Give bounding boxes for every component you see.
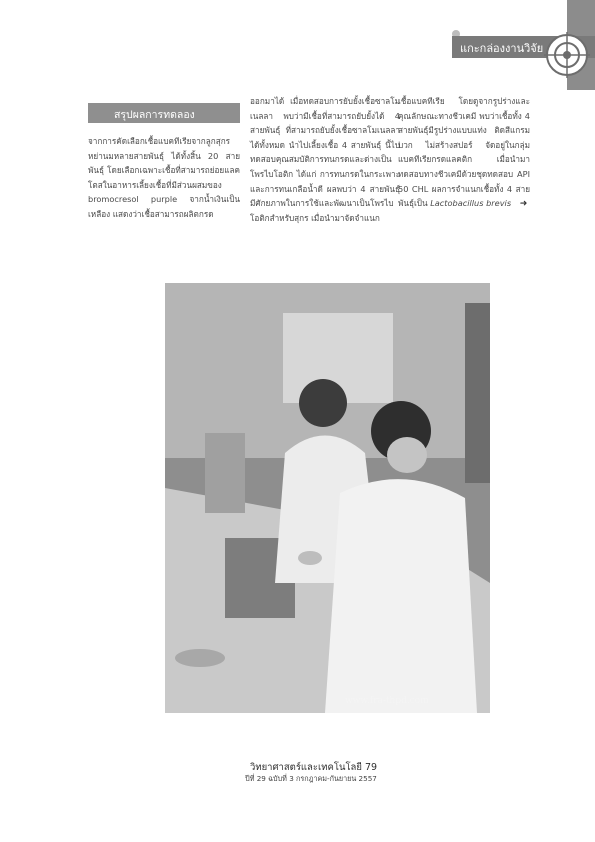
lab-photo-illustration	[165, 283, 490, 713]
photo-watermark: www.fra-thpd.com	[345, 696, 429, 706]
species-name: Lactobacillus brevis	[430, 198, 512, 209]
column-3-text: เชื้อแบคทีเรีย โดยดูจากรูปร่างและคุณลักษณะทางชีวเคมี พบว่าเชื้อทั้ง 4 สายพันธุ์มีรูปร่างแบบแท่ง ติดสีแกรมบวก ไม่สร้างสปอร์ จัดอยู่ในกลุ่มแบคทีเรียกรดแลคติก เมื่อนำมาทดสอบทางชีวเคมีด้วยชุดทดสอบ API 50 CHL ผลการจำแนกเชื้อทั้ง 4 สายพันธุ์เป็น	[398, 96, 530, 209]
column-1-text: จากการคัดเลือกเชื้อแบคทีเรียจากลูกสุกรหย่านมหลายสายพันธุ์ ได้ทั้งสิ้น 20 สายพันธุ์ โดยเลือกเฉพาะเชื้อที่สามารถย่อยแลคโตสในอาหารเลี้ยงเชื้อที่มีส่วนผสมของ bromocresol purple จากน้ำเงินเป็นเหลือง แสดงว่าเชื้อสามารถผลิตกรด	[88, 136, 240, 219]
article-column-2	[250, 94, 400, 225]
column-2-text: ออกมาได้ เมื่อทดสอบการยับยั้งเชื้อซาลโมเนลลา พบว่ามีเชื้อที่สามารถยับยั้งได้ 4 สายพันธุ์ ที่สามารถยับยั้งเชื้อซาลโมเนลลาได้ทั้งหมด นำไปเลี้ยงเชื้อ 4 สายพันธุ์ นี้ไปทดสอบคุณสมบัติการทนกรดและด่างเป็นโพรไบโอติก ได้แก่ การทนกรดในกระเพาะ และการทนเกลือน้ำดี ผลพบว่า 4 สายพันธุ์ มีศักยภาพในการใช้และพัฒนาเป็นโพรไบโอติกสำหรับสุกร เมื่อนำมาจัดจำแนก	[250, 96, 400, 223]
crosshair-target-icon	[544, 32, 590, 78]
results-heading: สรุปผลการทดลอง	[88, 103, 240, 123]
lab-photo	[165, 283, 490, 713]
article-column-1	[88, 134, 240, 222]
section-title: แกะกล่องงานวิจัย	[460, 42, 544, 55]
footer-issue-info: ปีที่ 29 ฉบับที่ 3 กรกฎาคม-กันยายน 2557	[245, 774, 377, 783]
continue-arrow-icon: ➜	[519, 199, 528, 210]
article-column-3	[398, 94, 530, 212]
footer-journal-title: วิทยาศาสตร์และเทคโนโลยี 79	[250, 762, 378, 773]
